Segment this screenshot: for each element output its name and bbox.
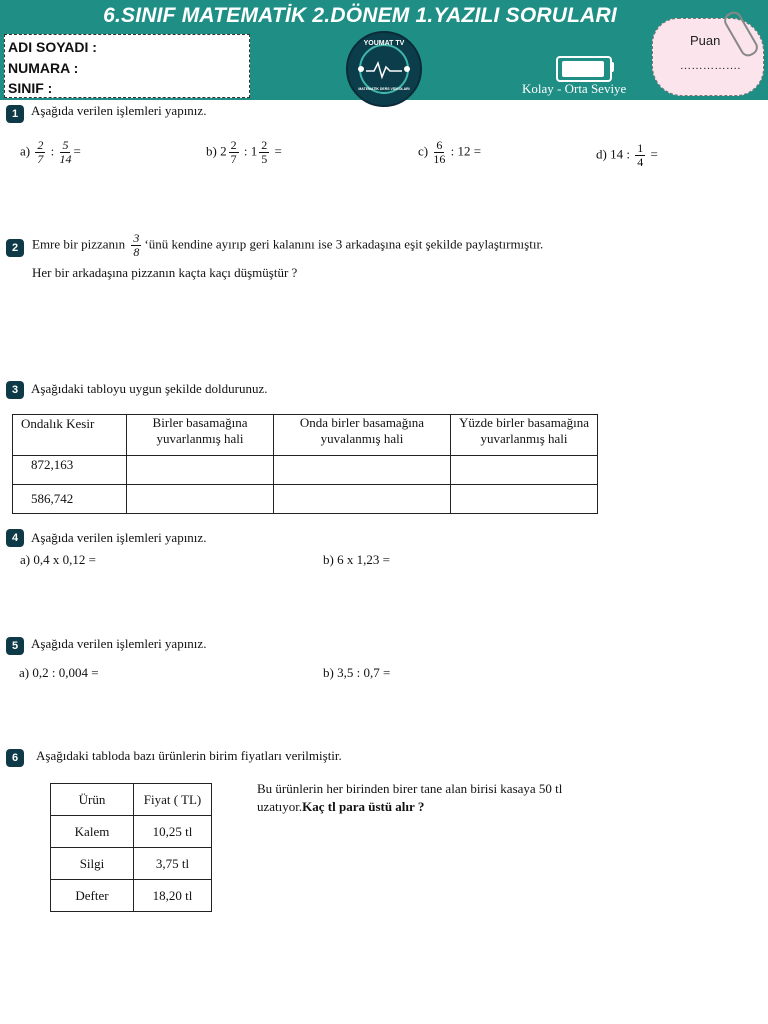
answer-cell[interactable] xyxy=(127,456,274,485)
q6-text-line-2: uzatıyor.Kaç tl para üstü alır ? xyxy=(257,799,425,814)
answer-cell[interactable] xyxy=(127,485,274,514)
answer-cell[interactable] xyxy=(451,456,598,485)
q4-part-a: a) 0,4 x 0,12 = xyxy=(20,552,96,567)
table-header-cell: Yüzde birler basamağına yuvarlanmış hali xyxy=(451,415,598,456)
q2-line-1: Emre bir pizzanın $\frac{3}{8}$ ‘ünü kendine ayırıp geri kalanını ise 3 arkadaşına eşit şekilde paylaştırmıştır. xyxy=(32,231,544,259)
table-cell: Kalem xyxy=(51,816,134,848)
table-cell: Silgi xyxy=(51,848,134,880)
table-cell: 3,75 tl xyxy=(134,848,212,880)
table-cell: 18,20 tl xyxy=(134,880,212,912)
question-number-2: 2 xyxy=(6,239,24,257)
q4-part-b: b) 6 x 1,23 = xyxy=(323,552,390,567)
question-number-6: 6 xyxy=(6,749,24,767)
answer-cell[interactable] xyxy=(274,456,451,485)
table-header-cell: Birler basamağına yuvarlanmış hali xyxy=(127,415,274,456)
q6-prompt: Aşağıdaki tabloda bazı ürünlerin birim fiyatları verilmiştir. xyxy=(36,748,342,763)
table-row xyxy=(13,456,598,485)
table-header-cell: Onda birler basamağına yuvalanmış hali xyxy=(274,415,451,456)
question-number-5: 5 xyxy=(6,637,24,655)
table-header-row xyxy=(13,415,598,456)
answer-cell[interactable] xyxy=(451,485,598,514)
q5-prompt: Aşağıda verilen işlemleri yapınız. xyxy=(31,636,207,651)
q6-text-line-1: Bu ürünlerin her birinden birer tane alan birisi kasaya 50 tl xyxy=(257,781,563,796)
question-number-1: 1 xyxy=(6,105,24,123)
score-label: Puan xyxy=(690,33,721,48)
q5-part-b: b) 3,5 : 0,7 = xyxy=(323,665,391,680)
q3-prompt: Aşağıdaki tabloyu uygun şekilde doldurunuz. xyxy=(31,381,268,396)
battery-tip-icon xyxy=(610,62,614,72)
q1-part-c: c) $\frac{6}{16}$ : 12 = xyxy=(418,138,482,166)
table-row xyxy=(13,485,598,514)
score-dots: ……………. xyxy=(680,60,741,72)
class-field-label: SINIF : xyxy=(8,80,53,96)
table-header-row xyxy=(51,784,212,816)
logo-text: YOUMAT TV xyxy=(363,40,405,47)
q1-part-b: b) 2 $\frac{2}{7}$ : 1 $\frac{2}{5}$ = xyxy=(206,138,282,166)
table-header-cell: Ürün xyxy=(51,784,134,816)
q1-part-a: a) $\frac{2}{7}$ : $\frac{5}{14}$ = xyxy=(20,138,81,166)
difficulty-level: Kolay - Orta Seviye xyxy=(522,81,627,96)
q6-question-bold: Kaç tl para üstü alır ? xyxy=(302,799,425,814)
price-table xyxy=(50,783,212,912)
table-header-cell: Fiyat ( TL) xyxy=(134,784,212,816)
logo-subtext: MATEMATİK DERS VİDEOLARI xyxy=(358,87,410,91)
table-row xyxy=(51,880,212,912)
rounding-table xyxy=(12,414,598,514)
table-header-cell: Ondalık Kesir xyxy=(13,415,127,456)
table-cell: 586,742 xyxy=(13,485,127,514)
q4-prompt: Aşağıda verilen işlemleri yapınız. xyxy=(31,530,207,545)
q1-part-d: d) 14 : $\frac{1}{4}$ = xyxy=(596,141,658,169)
q5-part-a: a) 0,2 : 0,004 = xyxy=(19,665,99,680)
q2-line-2: Her bir arkadaşına pizzanın kaçta kaçı düşmüştür ? xyxy=(32,265,298,280)
table-cell: Defter xyxy=(51,880,134,912)
table-cell: 10,25 tl xyxy=(134,816,212,848)
name-field-label: ADI SOYADI : xyxy=(8,39,97,55)
number-field-label: NUMARA : xyxy=(8,60,79,76)
table-row xyxy=(51,816,212,848)
q1-prompt: Aşağıda verilen işlemleri yapınız. xyxy=(31,103,207,118)
table-row xyxy=(51,848,212,880)
page-title: 6.SINIF MATEMATİK 2.DÖNEM 1.YAZILI SORULARI xyxy=(103,4,617,27)
youmat-logo xyxy=(346,31,422,107)
difficulty-battery-icon xyxy=(556,56,612,82)
question-number-4: 4 xyxy=(6,529,24,547)
question-number-3: 3 xyxy=(6,381,24,399)
answer-cell[interactable] xyxy=(274,485,451,514)
table-cell: 872,163 xyxy=(13,456,127,485)
